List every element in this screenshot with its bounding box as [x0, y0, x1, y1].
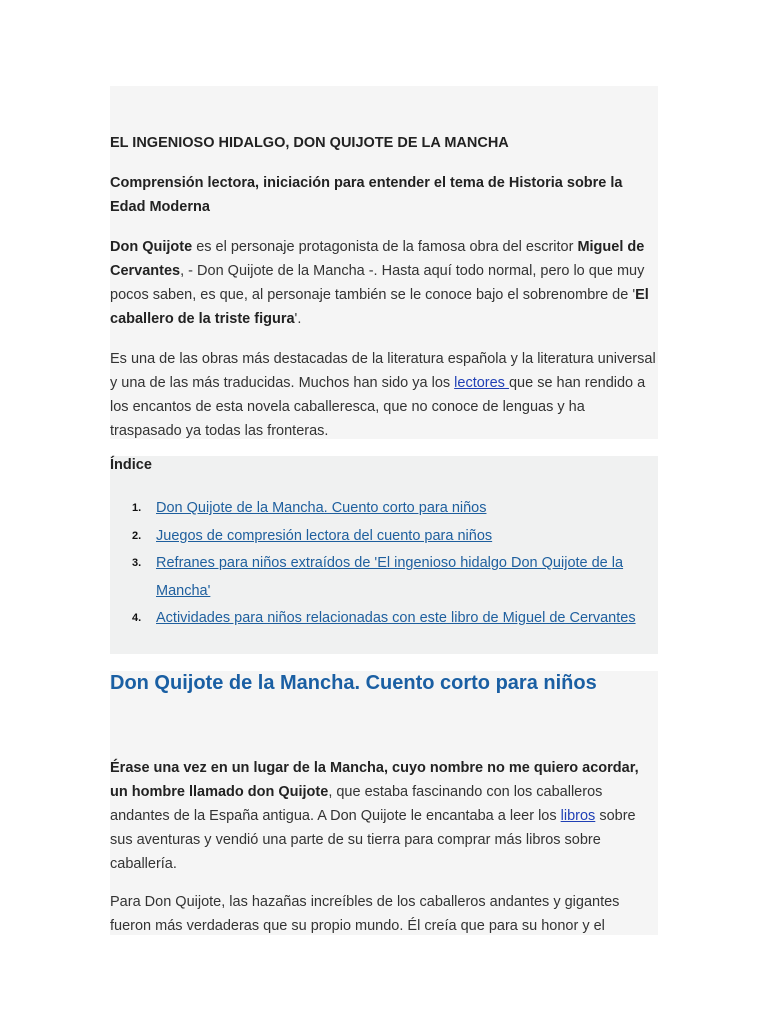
toc-item: [110, 550, 658, 605]
bold-text: Don Quijote: [110, 239, 193, 255]
story-paragraph: [110, 756, 658, 876]
bold-text: Miguel de Cervantes: [110, 239, 645, 279]
paragraph-text: es el personaje protagonista de la famosa obra del escritor: [192, 239, 578, 255]
toc-number: 1.: [132, 502, 142, 514]
document-title: EL INGENIOSO HIDALGO, DON QUIJOTE DE LA MANCHA: [110, 135, 509, 151]
toc-number: 2.: [132, 529, 142, 542]
toc-link[interactable]: Don Quijote de la Mancha. Cuento corto para niños: [156, 500, 487, 516]
toc-number: 3.: [132, 557, 142, 569]
second-paragraph: [110, 347, 658, 443]
index-heading: Índice: [110, 457, 152, 473]
paragraph-text: que se han rendido a los encantos de esta novela caballeresca, que no conoce de lenguas y ha traspasado ya todas las fronteras.: [110, 375, 646, 439]
toc-link[interactable]: Juegos de compresión lectora del cuento para niños: [156, 527, 493, 544]
toc-link[interactable]: Actividades para niños relacionadas con este libro de Miguel de Cervantes: [156, 610, 636, 626]
paragraph-text: Es una de las obras más destacadas de la literatura española y la literatura universal y una de las más traducidas. Muchos han sido ya los: [110, 351, 656, 391]
toc-link[interactable]: Refranes para niños extraídos de 'El ingenioso hidalgo Don Quijote de la Mancha': [156, 555, 624, 599]
intro-paragraph: [110, 235, 658, 331]
bold-text: Érase una vez en un lugar de la Mancha, cuyo nombre no me quiero acordar, un hombre llamado don Quijote: [110, 760, 639, 800]
paragraph-text: , - Don Quijote de la Mancha -. Hasta aquí todo normal, pero lo que muy pocos saben, es que, al personaje también se le conoce bajo el sobrenombre de ': [110, 263, 645, 303]
libros-link[interactable]: libros: [560, 808, 596, 824]
paragraph-text: sobre sus aventuras y vendió una parte de su tierra para comprar más libros sobre caballería.: [110, 808, 636, 872]
toc-number: 4.: [132, 612, 142, 624]
paragraph-text: '.: [294, 311, 302, 327]
story-paragraph-2: Para Don Quijote, las hazañas increíbles de los caballeros andantes y gigantes fueron más verdaderas que su propio mundo. Él creía que para su honor y el: [110, 894, 620, 934]
toc-item: [110, 605, 658, 633]
lectores-link[interactable]: lectores: [454, 375, 509, 391]
table-of-contents: [110, 495, 658, 633]
toc-item: [110, 523, 658, 551]
bold-text: El caballero de la triste figura: [110, 287, 649, 327]
toc-item: [110, 495, 658, 523]
paragraph-text: , que estaba fascinando con los caballeros andantes de la España antigua. A Don Quijote le encantaba a leer los: [110, 784, 603, 824]
document-subtitle: Comprensión lectora, iniciación para entender el tema de Historia sobre la Edad Moderna: [110, 175, 623, 215]
section-heading: Don Quijote de la Mancha. Cuento corto para niños: [110, 672, 597, 694]
